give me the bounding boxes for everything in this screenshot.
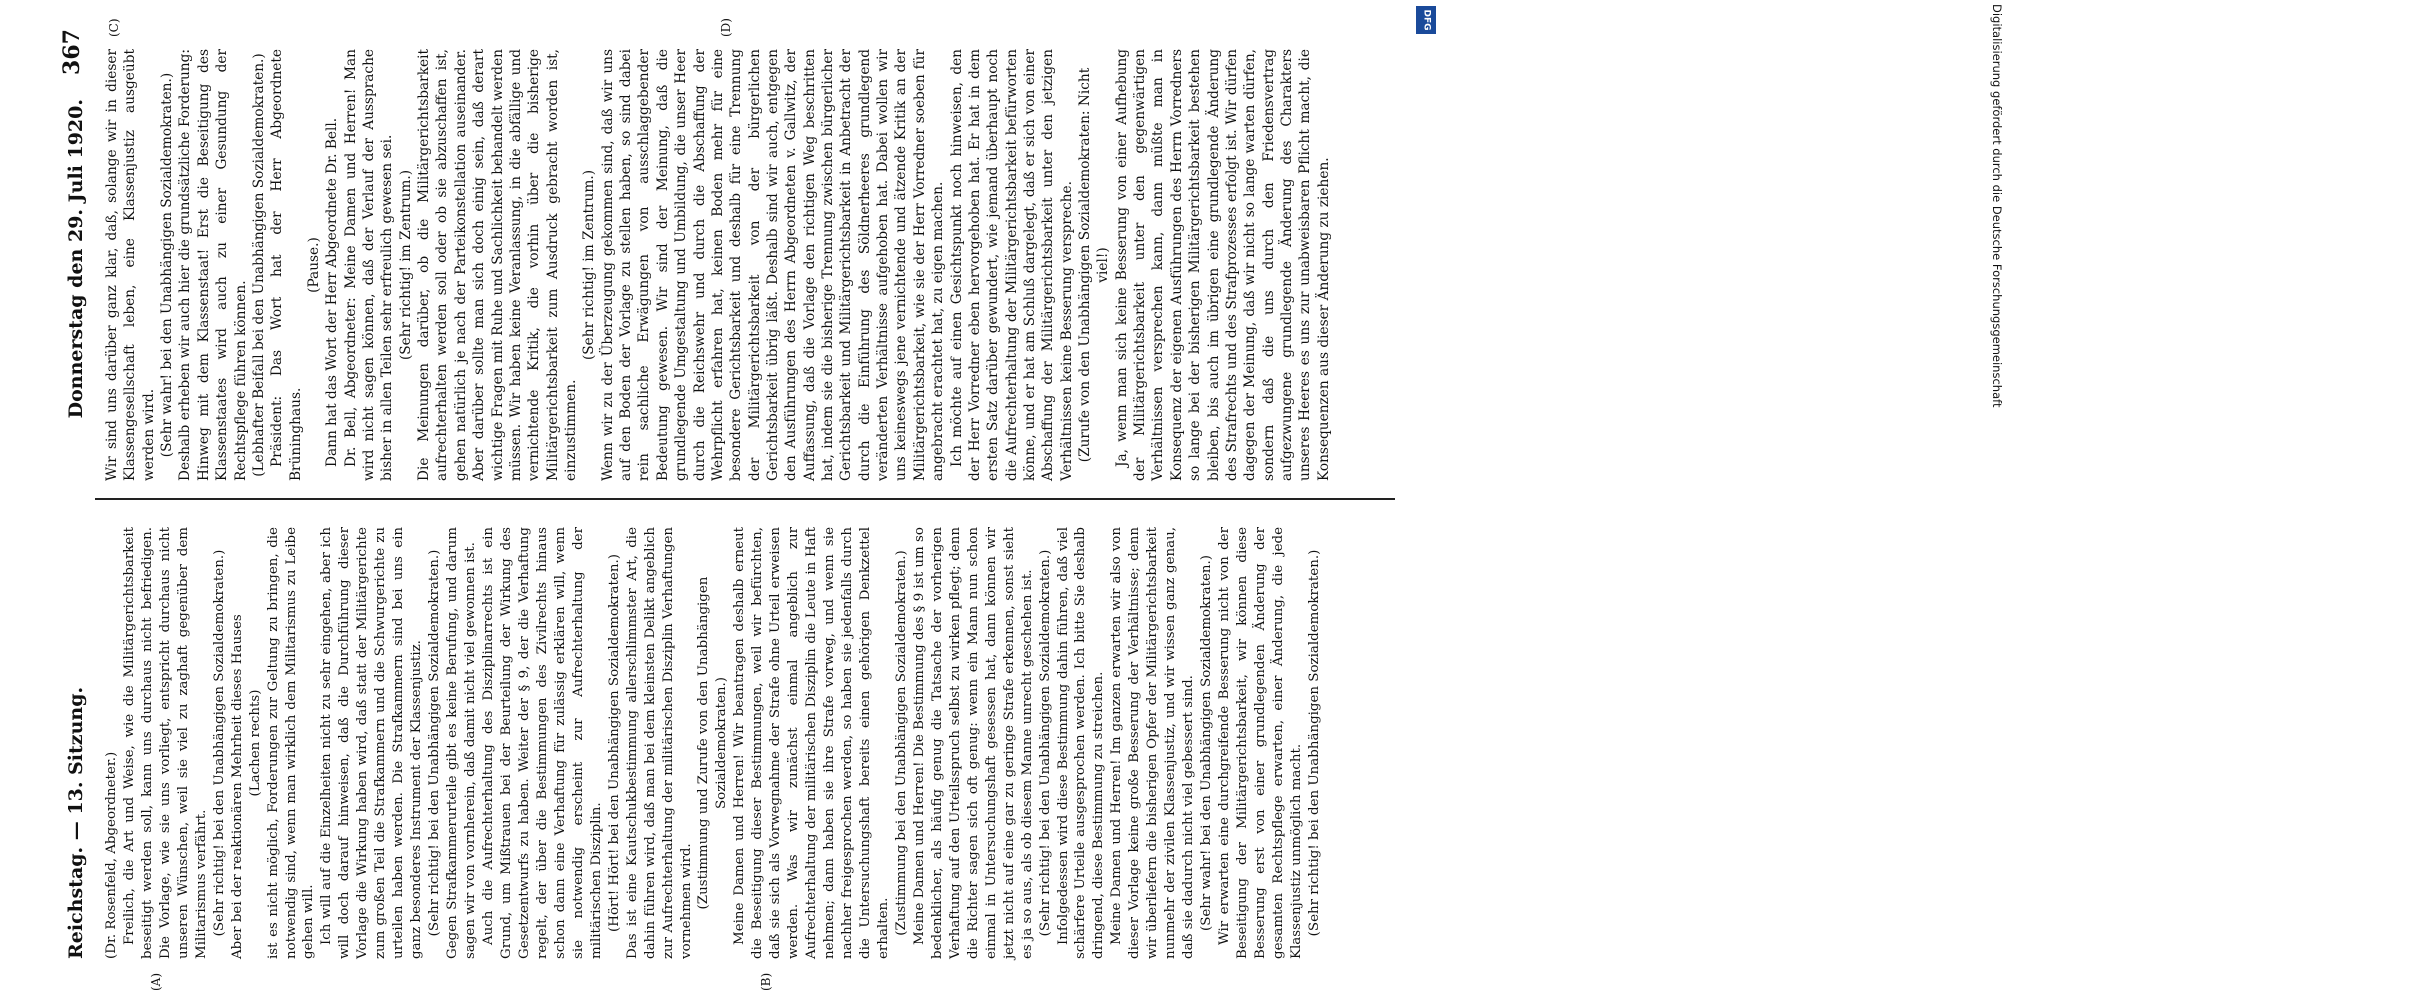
paragraph: Ich möchte auf einen Gesichtspunkt noch hinweisen, den der Herr Vorredner eben hervorgehoben hat. Er hat in dem ersten Satz darüber gewundert, wie jemand überhaupt noch die Aufrechterhaltung der Militärgerichtsbarkeit befürworten könne, und er hat am Schluß dargelegt, daß er sich von einer Abschaffung der Militärgerichtsbarkeit unter den jetzigen Verhältnissen keine Besserung verspreche.: [948, 48, 1075, 481]
interjection: (Lachen rechts): [247, 689, 263, 796]
interjection: (Pause.): [305, 236, 322, 293]
interjection: (Sehr richtig! bei den Unabhängigen Sozialdemokraten.): [426, 549, 442, 936]
interjection: (Lebhafter Beifall bei den Unabhängigen Sozialdemokraten.): [250, 52, 267, 477]
paragraph: Ja, wenn man sich keine Besserung von einer Aufhebung der Militärgerichtsbarkeit unter den gegenwärtigen Verhältnissen versprechen kann, dann müßte man in Konsequenz der eigenen Ausführungen des Herrn Vorredners so lange bei der bisherigen Militärgerichtsbarkeit bestehen bleiben, bis auch im übrigen eine grundlegende Änderung des Strafrechts und des Strafprozesses erfolgt ist. Wir dürfen dagegen der Meinung, daß wir nicht so lange warten dürfen, sondern daß die uns durch den Friedensvertrag aufgezwungene grundlegende Änderung des Charakters unseres Heeres es uns zur unabweisbaren Pflicht macht, die Konsequenzen aus dieser Änderung zu ziehen.: [1113, 48, 1332, 481]
paragraph: Wir erwarten eine durchgreifende Besserung nicht von der Beseitigung der Militärgerichtsbarkeit, wir können diese Besserung erst von einer grundlegenden Änderung der gesamten Rechtspflege erwarten, einer Änderung, die jede Klassenjustiz unmöglich macht.: [1216, 526, 1304, 959]
page-number: 367: [58, 28, 85, 75]
column-divider: [95, 498, 1395, 500]
interjection: (Hört! Hört! bei den Unabhängigen Sozialdemokraten.): [606, 553, 622, 932]
margin-marker-d: (D): [718, 17, 733, 37]
paragraph: Die Meinungen darüber, ob die Militärgerichtsbarkeit aufrechterhalten werden soll oder ob sie abzuschaffen ist, gehen natürlich je nach der Parteikonstellation auseinander. Aber darüber sollte man sich doch einig sein, daß derart wichtige Fragen mit Ruhe und Sachlichkeit behandelt werden müssen. Wir haben keine Veranlassung, in die abfällige und vernichtende Kritik, die vorhin über die bisherige Militärgerichtsbarkeit zum Ausdruck gebracht worden ist, einzustimmen.: [415, 48, 579, 481]
paragraph: Meine Damen und Herren! Die Bestimmung des § 9 ist um so bedenklicher, als häufig genug die Tatsache der vorherigen Verhaftung auf den Urteilsspruch selbst zu wirken pflegt; denn die Richter sagen sich oft genug: wenn ein Mann nun schon einmal in Untersuchungshaft gesessen hat, dann können wir jetzt nicht auf eine gar zu geringe Strafe erkennen, sonst sieht es ja so aus, als ob diesem Manne unrecht geschehen ist.: [911, 526, 1035, 959]
margin-marker-a: (A): [148, 972, 163, 991]
interjection: (Sehr richtig! im Zentrum.): [397, 169, 414, 360]
interjection: (Zurufe von den Unabhängigen Sozialdemokraten: Nicht viel!): [1076, 67, 1111, 462]
page-header: [58, 28, 95, 959]
paragraph: Deshalb erheben wir auch hier die grundsätzliche Forderung: Hinweg mit dem Klassenstaat! Erst die Beseitigung des Klassenstaates wird auch zu einer Gesundung der Rechtspflege führen können.: [176, 48, 249, 481]
header-date: Donnerstag den 29. Juli 1920.: [64, 98, 87, 418]
interjection: (Sehr wahr! bei den Unabhängigen Sozialdemokraten.): [1198, 554, 1214, 931]
dfg-logo: [1416, 6, 1436, 34]
paragraph: Präsident: Das Wort hat der Herr Abgeordnete Brüninghaus.: [268, 48, 304, 481]
paragraph: Meine Damen und Herren! Wir beantragen deshalb erneut die Beseitigung dieser Bestimmungen, weil wir befürchten, daß sie sich als Vorwegnahme der Strafe ohne Urteil erweisen werden. Was wir zunächst einmal angeblich zur Aufrechterhaltung der militärischen Disziplin die Leute in Haft nehmen; dann haben sie ihre Strafe vorweg, und wenn sie nachher freigesprochen werden, so haben sie jedenfalls durch die Untersuchungshaft bereits einen gehörigen Denkzettel erhalten.: [731, 526, 891, 959]
header-left: Reichstag. — 13. Sitzung.: [64, 686, 87, 959]
paragraph: Meine Damen und Herren! Im ganzen erwarten wir also von dieser Vorlage keine große Besserung der Verhältnisse; denn wir überliefern die bisherigen Opfer der Militärgerichtsbarkeit nunmehr der zivilen Klassenjustiz, und wir wissen ganz genau, daß sie dadurch nicht viel gebessert sind.: [1108, 526, 1196, 959]
dfg-logo-text: DFG: [1421, 9, 1432, 31]
paragraph: Wenn wir zu der Überzeugung gekommen sind, daß wir uns auf den Boden der Vorlage zu stellen haben, so sind dabei rein sachliche Erwägungen von ausschlaggebender Bedeutung gewesen. Wir sind der Meinung, daß die grundlegende Umgestaltung und Umbildung, die unser Heer durch die Reichswehr und durch die Abschaffung der Wehrpflicht erfahren hat, keinen Boden mehr für eine besondere Gerichtsbarkeit und deshalb für eine Trennung der Militärgerichtsbarkeit von der bürgerlichen Gerichtsbarkeit übrig läßt. Deshalb sind wir auch, entgegen den Ausführungen des Herrn Abgeordneten v. Gallwitz, der Auffassung, daß die Vorlage den richtigen Weg beschritten hat, indem sie die bisherige Trennung zwischen bürgerlicher Gerichtsbarkeit und Militärgerichtsbarkeit in Anbetracht der durch die Einführung des Söldnerheeres grundlegend veränderten Verhältnisse aufgehoben hat. Dabei wollen wir uns keineswegs jene vernichtende und ätzende Kritik an der Militärgerichtsbarkeit, wie sie der Herr Vorredner soeben für angebracht erachtet hat, zu eigen machen.: [599, 48, 946, 481]
interjection: (Sehr richtig! bei den Unabhängigen Sozialdemokraten.): [1037, 549, 1053, 936]
interjection: (Zustimmung und Zurufe von den Unabhängigen Sozialdemokraten.): [695, 576, 729, 909]
paragraph: ist es nicht möglich, Forderungen zur Geltung zu bringen, die notwendig sind, wenn man wirklich dem Militarismus zu Leibe gehen will.: [265, 526, 316, 959]
interjection: (Sehr richtig! bei den Unabhängigen Sozialdemokraten.): [1306, 549, 1322, 936]
paragraph: Infolgedessen wird diese Bestimmung dahin führen, daß viel schärfere Urteile ausgesprochen werden. Ich bitte Sie deshalb dringend, diese Bestimmung zu streichen.: [1055, 526, 1106, 959]
paragraph: (Dr. Rosenfeld, Abgeordneter.): [103, 751, 119, 959]
digitization-note: Digitalisierung gefördert durch die Deutsche Forschungsgemeinschaft: [1990, 4, 2004, 408]
paragraph: Auch die Aufrechterhaltung des Disziplinarrechts ist ein Grund, um Mißtrauen bei der Beurteilung der Wirkung des Gesetzentwurfs zu haben. Weiter der § 9, der die Verhaftung regelt, der über die Bestimmungen des Zivilrechts hinaus schon dann eine Verhaftung für zulässig erklären will, wenn sie notwendig erscheint zur Aufrechterhaltung der militärischen Disziplin.: [480, 526, 604, 959]
text-column-right: [103, 49, 1333, 481]
paragraph: Freilich, die Art und Weise, wie die Militärgerichtsbarkeit beseitigt werden soll, kann uns durchaus nicht befriedigen. Die Vorlage, wie sie uns vorliegt, entspricht durchaus nicht unseren Wünschen, weil sie viel zu zaghaft gegenüber dem Militarismus verfährt.: [121, 526, 209, 959]
text-column-left: [103, 527, 1324, 959]
paragraph: Dr. Bell, Abgeordneter: Meine Damen und Herren! Man wird nicht sagen können, daß der Verlauf der Aussprache bisher in allen Teilen sehr erfreulich gewesen sei.: [342, 48, 395, 481]
paragraph: Das ist eine Kautschukbestimmung allerschlimmster Art, die dahin führen wird, daß man bei dem kleinsten Delikt angeblich zur Aufrechterhaltung der militärischen Disziplin Verhaftungen vornehmen wird.: [624, 526, 693, 959]
paragraph: Gegen Strafkammerurteile gibt es keine Berufung, und darum sagen wir von vornherein, daß damit nicht viel gewonnen ist.: [444, 526, 478, 959]
interjection: (Sehr richtig! im Zentrum.): [580, 169, 597, 360]
paragraph: Wir sind uns darüber ganz klar, daß, solange wir in dieser Klassengesellschaft leben, eine Klassenjustiz ausgeübt werden wird.: [103, 48, 157, 481]
paragraph: Dann hat das Wort der Herr Abgeordnete Dr. Bell.: [323, 117, 340, 467]
margin-marker-c: (C): [106, 17, 121, 37]
interjection: (Zustimmung bei den Unabhängigen Sozialdemokraten.): [893, 549, 909, 936]
interjection: (Sehr wahr! bei den Unabhängigen Sozialdemokraten.): [158, 72, 175, 457]
paragraph: Aber bei der reaktionären Mehrheit dieses Hauses: [229, 613, 245, 959]
margin-marker-b: (B): [758, 972, 773, 991]
paragraph: Ich will auf die Einzelheiten nicht zu sehr eingehen, aber ich will doch darauf hinweisen, daß die Durchführung dieser Vorlage die Wirkung haben wird, daß statt der Militärgerichte zum großen Teil die Strafkammern und die Schwurgerichte zu urteilen haben werden. Die Strafkammern sind bei uns ein ganz besonderes Instrument der Klassenjustiz.: [318, 526, 424, 959]
interjection: (Sehr richtig! bei den Unabhängigen Sozialdemokraten.): [211, 549, 227, 936]
